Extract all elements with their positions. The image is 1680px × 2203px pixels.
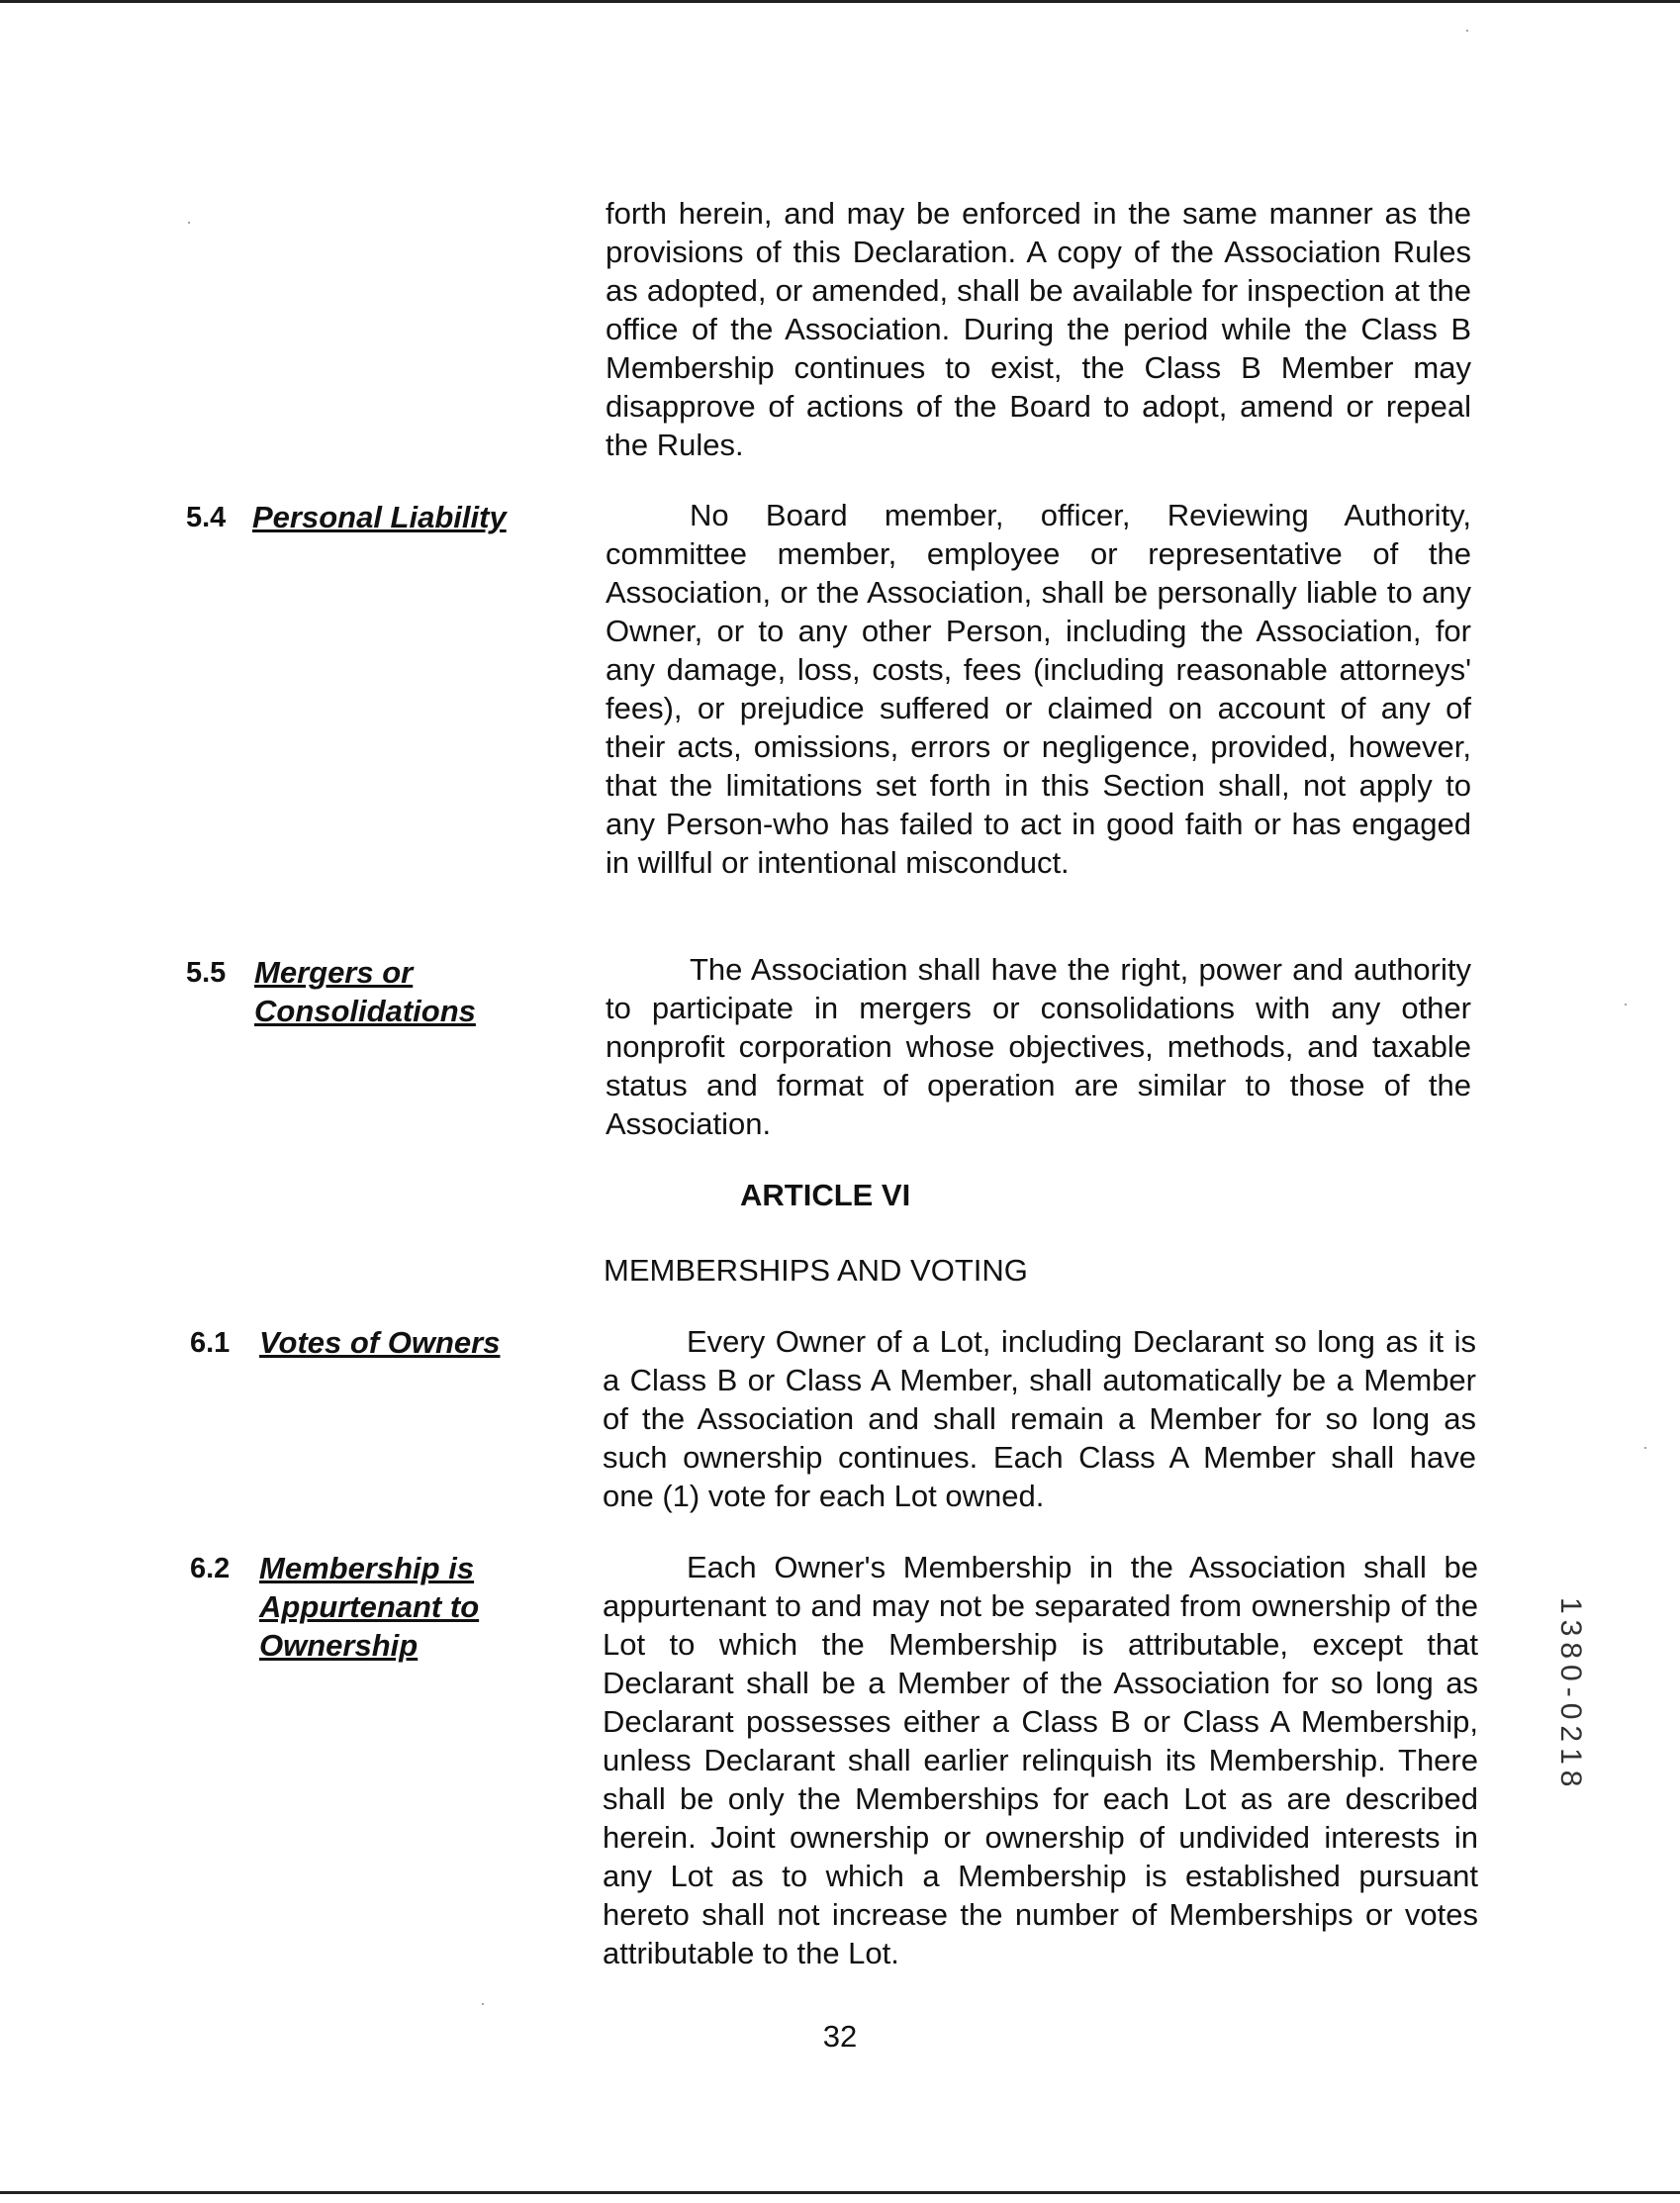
scan-speck (188, 222, 190, 224)
side-recording-stamp (1551, 1597, 1591, 1855)
scan-speck (1625, 1004, 1627, 1006)
scan-speck (1644, 1447, 1646, 1449)
bottom-scan-edge (0, 2191, 1680, 2194)
section-number-5-4: 5.4 (186, 502, 227, 533)
article-heading: ARTICLE VI (740, 1178, 911, 1212)
section-title-membership-appurtenant: Membership is Appurtenant to Ownership (259, 1551, 480, 1663)
section-number-5-5: 5.5 (186, 957, 227, 989)
top-scan-edge (0, 0, 1680, 3)
section-body-5-5: The Association shall have the right, power and authority to participate in mergers or consolidations with any other nonprofit corporation whose objectives, methods, and taxable status and format of operation are similar to those of the Association. (606, 952, 1471, 1141)
section-title-personal-liability: Personal Liability (252, 500, 507, 534)
section-body-5-4: No Board member, officer, Reviewing Authority, committee member, employee or representative of the Association, or the Association, shall be personally liable to any Owner, or to any other Person, including the Association, for any damage, loss, costs, fees (including reasonable attorneys' fees), or prejudice suffered or claimed on account of any of their acts, omissions, errors or negligence, provided, however, that the limitations set forth in this Section shall, not apply to any Person-who has failed to act in good faith or has engaged in willful or intentional misconduct. (606, 498, 1471, 880)
scan-speck (482, 2003, 484, 2005)
article-subheading: MEMBERSHIPS AND VOTING (604, 1253, 1028, 1288)
intro-paragraph: forth herein, and may be enforced in the same manner as the provisions of this Declaration. A copy of the Association Rules as adopted, or amended, shall be available for inspection at the office of the Association. During the period while the Class B Membership continues to exist, the Class B Member may disapprove of actions of the Board to adopt, amend or repeal the Rules. (606, 196, 1471, 462)
section-title-mergers: Mergers or Consolidations (254, 955, 476, 1028)
section-body-6-2: Each Owner's Membership in the Association shall be appurtenant to and may not be separated from ownership of the Lot to which the Membership is attributable, except that Declarant shall be a Member of the Association for so long as Declarant possesses either a Class B or Class A Membership, unless Declarant shall earlier relinquish its Membership. There shall be only the Memberships for each Lot as are described herein. Joint ownership or ownership of undivided interests in any Lot as to which a Membership is established pursuant hereto shall not increase the number of Memberships or votes attributable to the Lot. (603, 1550, 1478, 1970)
section-number-6-2: 6.2 (190, 1553, 231, 1584)
side-recording-stamp-text: 1380-0218 (1554, 1597, 1587, 1793)
scan-speck (1466, 30, 1468, 32)
section-title-votes-of-owners: Votes of Owners (259, 1325, 501, 1360)
section-body-6-1: Every Owner of a Lot, including Declarant so long as it is a Class B or Class A Member, shall automatically be a Member of the Association and shall remain a Member for so long as such ownership continues. Each Class A Member shall have one (1) vote for each Lot owned. (603, 1324, 1476, 1513)
page-number: 32 (822, 2019, 858, 2054)
section-number-6-1: 6.1 (190, 1327, 231, 1359)
